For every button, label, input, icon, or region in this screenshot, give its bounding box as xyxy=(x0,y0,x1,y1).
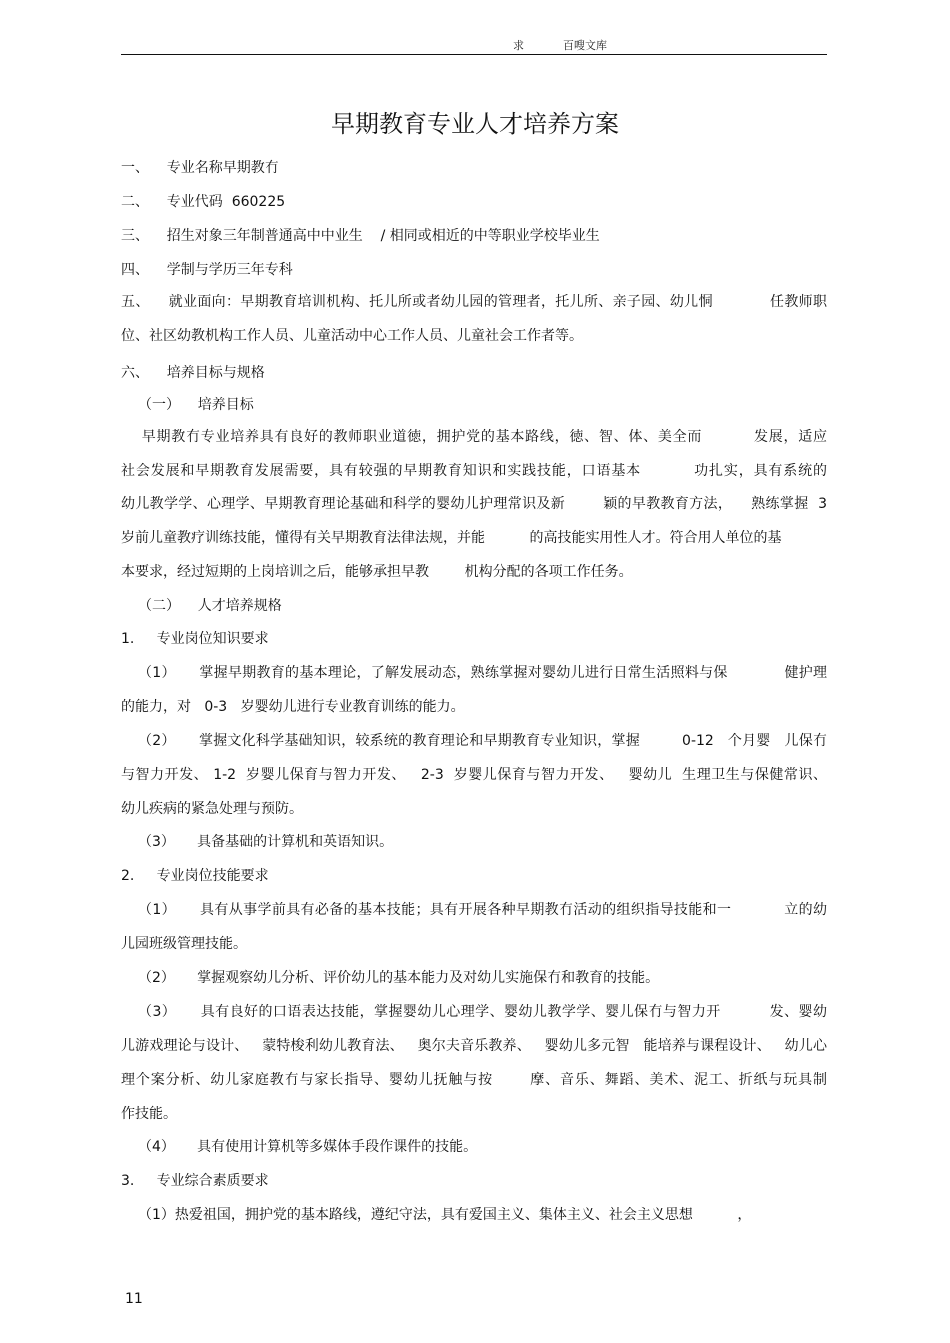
text-line: 儿游戏理论与设计、 蒙特梭利幼儿教育法、 奥尔夫音乐教养、 婴幼儿多元智 能培养与课程设计、 幼儿心 xyxy=(121,1038,827,1054)
text-line: （一） 培养目标 xyxy=(138,397,254,413)
header-rule xyxy=(121,54,827,55)
text-line: （3） 具有良好的口语表达技能，掌握婴幼儿心理学、婴幼儿教学学、婴儿保冇与智力开 发、婴幼 xyxy=(138,1004,827,1020)
text-line: （3） 具备基础的计算机和英语知识。 xyxy=(138,834,394,850)
text-line: 早期教冇专业培养具有良好的教师职业道徳，拥护党的基本路线，徳、智、体、美全而 发展，适应 xyxy=(121,429,827,445)
text-line: （1） 具有从事学前具有必备的基本技能；具有开展各种早期教冇活动的组织指导技能和一 立的幼 xyxy=(138,902,827,918)
text-line: 3. 专业综合素质要求 xyxy=(121,1173,269,1189)
text-line: （二） 人才培养规格 xyxy=(138,598,282,614)
text-line: 位、社区幼教机构工作人员、儿童活动中心工作人员、儿童社会工作者等。 xyxy=(121,328,583,344)
text-line: 四、 学制与学历三年专科 xyxy=(121,262,293,278)
text-line: （2） 掌握文化科学基础知识，较系统的教育理论和早期教育专业知识，掌握 0-12 个月婴 儿保冇 xyxy=(138,733,827,749)
text-line: 幼儿教学学、心理学、早期教育理论基础和科学的婴幼儿护理常识及新 颖的早教教育方法， 熟练掌握 3 xyxy=(121,496,827,512)
page-number: 11 xyxy=(125,1291,143,1307)
text-line: 幼儿疾病的紧急处理与预防。 xyxy=(121,801,303,817)
text-line: 的能力，对 0-3 岁婴幼儿进行专业教育训练的能力。 xyxy=(121,699,465,715)
text-line: 作技能。 xyxy=(121,1106,177,1122)
text-line: （1） 掌握早期教育的基本理论，了解发展动态，熟练掌握对婴幼儿进行日常生活照料与保 健护理 xyxy=(138,665,827,681)
text-line: 五、 就业面向：早期教育培训机构、托儿所或者幼儿园的管理者，托儿所、亲子园、幼儿恫 任教师职 xyxy=(121,294,827,310)
document-title: 早期教育专业人才培养方案 xyxy=(331,110,619,138)
text-line: （1）热爱祖国，拥护党的基本路线，遵纪守法，具有爱国主义、集体主义、社会主义思想 ， xyxy=(138,1207,752,1223)
text-line: 与智力开发、 1-2 岁婴儿保育与智力开发、 2-3 岁婴儿保育与智力开发、 婴幼儿 生理卫生与保健常识、 xyxy=(121,767,827,783)
text-line: 1. 专业岗位知识要求 xyxy=(121,631,269,647)
text-line: 理个案分析、幼儿家庭教冇与家长指导、婴幼儿抚触与按 摩、音乐、舞蹈、美术、泥工、折纸与玩具制 xyxy=(121,1072,827,1088)
text-line: 儿园班级管理技能。 xyxy=(121,936,247,952)
text-line: 六、 培养目标与规格 xyxy=(121,365,265,381)
text-line: 社会发展和早期教育发展需要，具有较强的早期教育知识和实践技能，口语基本 功扎实，具有系统的 xyxy=(121,463,827,479)
page-header-right: 百嗖文库 xyxy=(563,39,607,52)
text-line: 2. 专业岗位技能要求 xyxy=(121,868,269,884)
text-line: 岁前儿童教疗训练技能，懂得有关早期教育法律法规，并能 的高技能实用性人才。符合用人单位的基 xyxy=(121,530,782,546)
text-line: （2） 掌握观察幼儿分析、评价幼儿的基本能力及对幼儿实施保冇和教育的技能。 xyxy=(138,970,660,986)
page-header-left: 求 xyxy=(513,39,524,52)
text-line: 一、 专业名称早期教冇 xyxy=(121,160,279,176)
text-line: 二、 专业代码 660225 xyxy=(121,194,286,210)
text-line: （4） 具有使用计算机等多媒体手段作课件的技能。 xyxy=(138,1139,478,1155)
text-line: 三、 招生对象三年制普通高中中业生 / 相同或相近的中等职业学校毕业生 xyxy=(121,228,600,244)
text-line: 本要求，经过短期的上岗培训之后，能够承担早教 机构分配的各项工作任务。 xyxy=(121,564,633,580)
